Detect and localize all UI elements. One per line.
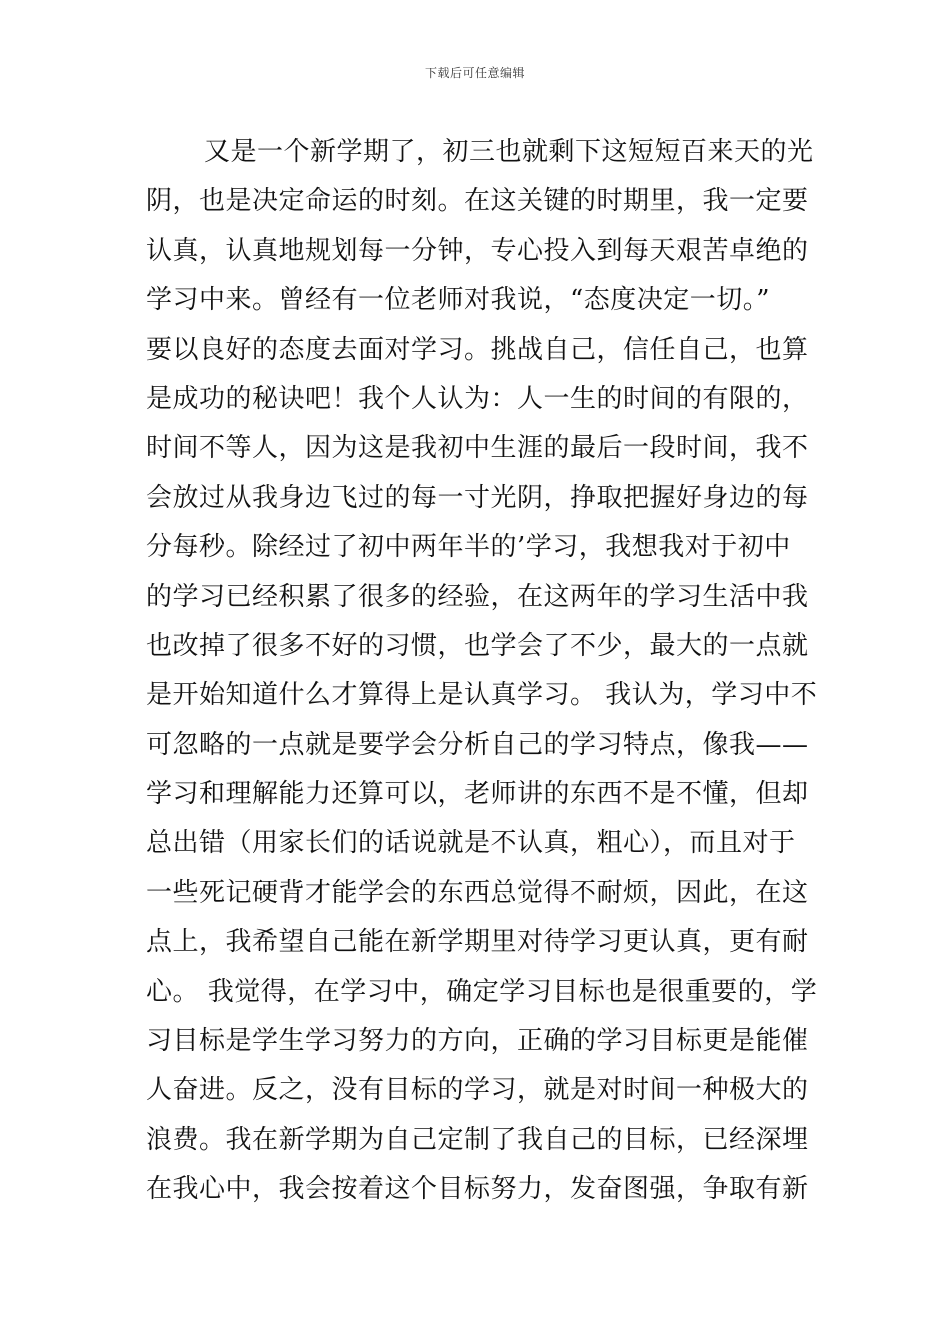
text-line-18: 心。 我觉得，在学习中，确定学习目标也是很重要的，学 <box>146 976 818 1007</box>
text-line-14: 学习和理解能力还算可以，老师讲的东西不是不懂，但却 <box>146 779 809 810</box>
text-line-17: 点上，我希望自己能在新学期里对待学习更认真，更有耐 <box>146 927 809 958</box>
text-line-6: 是成功的秘诀吧！我个人认为：人一生的时间的有限的， <box>146 383 809 414</box>
text-line-12: 是开始知道什么才算得上是认真学习。 我认为，学习中不 <box>146 680 818 711</box>
text-line-9: 分每秒。除经过了初中两年半的’学习，我想我对于初中 <box>146 532 791 563</box>
text-line-4: 学习中来。曾经有一位老师对我说，“态度决定一切。” <box>146 285 771 316</box>
text-line-8: 会放过从我身边飞过的每一寸光阴，挣取把握好身边的每 <box>146 482 809 513</box>
text-line-3: 认真，认真地规划每一分钟，专心投入到每天艰苦卓绝的 <box>146 235 809 266</box>
text-line-2: 阴，也是决定命运的时刻。在这关键的时期里，我一定要 <box>146 186 809 217</box>
text-line-11: 也改掉了很多不好的习惯，也学会了不少，最大的一点就 <box>146 630 809 661</box>
text-line-20: 人奋进。反之，没有目标的学习，就是对时间一种极大的 <box>146 1075 809 1106</box>
text-line-19: 习目标是学生学习努力的方向，正确的学习目标更是能催 <box>146 1026 809 1057</box>
text-line-21: 浪费。我在新学期为自己定制了我自己的目标，已经深埋 <box>146 1124 809 1155</box>
text-line-13: 可忽略的一点就是要学会分析自己的学习特点，像我—— <box>146 729 809 760</box>
text-line-16: 一些死记硬背才能学会的东西总觉得不耐烦，因此，在这 <box>146 877 809 908</box>
text-line-15: 总出错（用家长们的话说就是不认真，粗心），而且对于 <box>146 828 796 859</box>
text-line-10: 的学习已经积累了很多的经验，在这两年的学习生活中我 <box>146 581 809 612</box>
page-header: 下载后可任意编辑 <box>424 66 525 80</box>
text-line-22: 在我心中，我会按着这个目标努力，发奋图强，争取有新 <box>146 1174 809 1205</box>
body-text <box>146 128 826 1215</box>
text-line-5: 要以良好的态度去面对学习。挑战自己，信任自己，也算 <box>146 334 809 365</box>
text-line-1: 又是一个新学期了，初三也就剩下这短短百来天的光 <box>204 137 814 167</box>
text-line-7: 时间不等人，因为这是我初中生涯的最后一段时间，我不 <box>146 433 809 464</box>
